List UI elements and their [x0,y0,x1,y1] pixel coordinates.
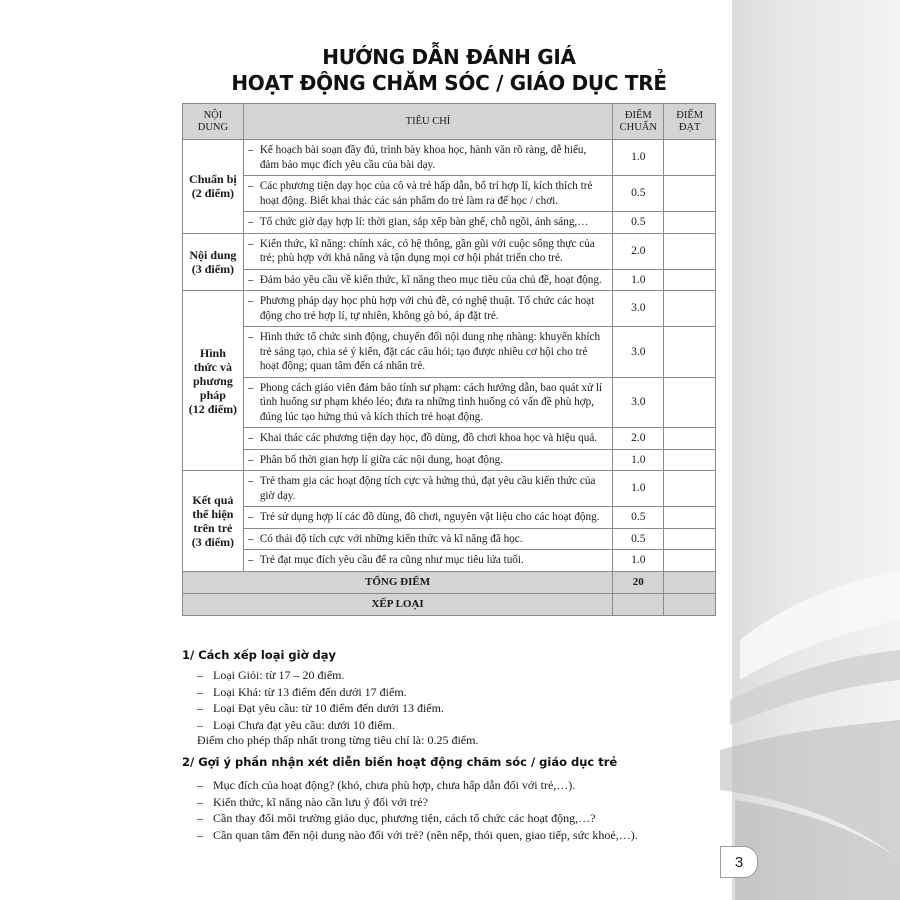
header-achieved-score: ĐIỂM ĐẠT [664,104,716,140]
table-body [183,140,716,572]
list-item: – Kiến thức, kĩ năng nào cần lưu ý đối với trẻ? [197,794,638,811]
list-item: – Loại Khá: từ 13 điểm đến dưới 17 điểm. [197,684,444,701]
table-row [183,212,716,234]
table-row [183,449,716,471]
page-title [182,44,716,96]
achieved-score-cell [664,176,716,212]
total-achieved-cell [664,571,716,593]
criterion-cell: – Trẻ sử dụng hợp lí các đồ dùng, đồ chơi, nguyên vật liệu cho các hoạt động. [243,507,612,529]
section-name-cell [183,233,244,291]
table-header-row [183,104,716,140]
achieved-score-cell [664,212,716,234]
achieved-score-cell [664,233,716,269]
achieved-score-cell [664,377,716,428]
standard-score-cell: 0.5 [613,528,664,550]
section-1-list [197,667,444,733]
criterion-cell: – Khai thác các phương tiện dạy học, đồ dùng, đồ chơi khoa học và hiệu quả. [243,428,612,450]
table-row [183,176,716,212]
table-row [183,428,716,450]
section-2-heading: 2/ Gợi ý phần nhận xét diễn biến hoạt động chăm sóc / giáo dục trẻ [182,755,618,769]
section-name-cell [183,471,244,572]
standard-score-cell: 1.0 [613,550,664,572]
standard-score-cell: 1.0 [613,471,664,507]
section-name-line: (2 điểm) [191,186,235,201]
standard-score-cell: 1.0 [613,269,664,291]
achieved-score-cell [664,528,716,550]
criterion-cell: – Kiến thức, kĩ năng: chính xác, có hệ thống, gần gũi với cuộc sống thực của trẻ; phù hợp với khả năng và tận dụng mọi cơ hội phát triển cho trẻ. [243,233,612,269]
criterion-cell: – Phân bố thời gian hợp lí giữa các nội dung, hoạt động. [243,449,612,471]
criterion-cell: – Đảm bảo yêu cầu về kiến thức, kĩ năng theo mục tiêu của chủ đề, hoạt động. [243,269,612,291]
criterion-cell: – Phương pháp dạy học phù hợp với chủ đề, có nghệ thuật. Tổ chức các hoạt động cho trẻ hợp lí, tự nhiên, không gò bó, áp đặt trẻ. [243,291,612,327]
standard-score-cell: 3.0 [613,291,664,327]
table-row [183,471,716,507]
title-line-2: HOẠT ĐỘNG CHĂM SÓC / GIÁO DỤC TRẺ [231,71,667,95]
section-name-line: trên trẻ [193,520,233,535]
standard-score-cell: 3.0 [613,327,664,378]
achieved-score-cell [664,140,716,176]
achieved-score-cell [664,449,716,471]
page-number: 3 [720,846,758,878]
section-name-line: pháp [199,387,226,402]
table-row [183,327,716,378]
list-item: – Mục đích của hoạt động? (khó, chưa phù hợp, chưa hấp dẫn đối với trẻ,…). [197,777,638,794]
criterion-cell: – Phong cách giáo viên đảm bảo tính sư phạm: cách hướng dẫn, bao quát xử lí tình huống sư phạm khéo léo; đưa ra những tình huống có vấn đề phù hợp, đúng lúc tạo hứng thú và kích thích trẻ hoạt động. [243,377,612,428]
list-item: – Loại Giỏi: từ 17 – 20 điểm. [197,667,444,684]
standard-score-cell: 2.0 [613,428,664,450]
list-item: – Cần thay đổi môi trường giáo dục, phương tiện, cách tổ chức các hoạt động,…? [197,810,638,827]
total-row [183,571,716,593]
criterion-cell: – Có thái độ tích cực với những kiến thức và kĩ năng đã học. [243,528,612,550]
table-row [183,528,716,550]
criterion-cell: – Kế hoạch bài soạn đầy đủ, trình bày khoa học, hành văn rõ ràng, dễ hiểu, đảm bảo mục đích yêu cầu của bài dạy. [243,140,612,176]
list-item: – Loại Chưa đạt yêu cầu: dưới 10 điểm. [197,717,444,734]
section-name-line: thể hiện [192,506,234,521]
standard-score-cell: 0.5 [613,507,664,529]
rank-label: XẾP LOẠI [183,593,613,615]
criterion-cell: – Tổ chức giờ dạy hợp lí: thời gian, sắp xếp bàn ghế, chỗ ngồi, ánh sáng,… [243,212,612,234]
table-row [183,507,716,529]
header-standard-score: ĐIỂM CHUẨN [613,104,664,140]
table-row [183,377,716,428]
standard-score-cell: 3.0 [613,377,664,428]
section-name-line: Hình [199,345,226,360]
total-value: 20 [613,571,664,593]
section-name-cell [183,291,244,471]
total-label: TỔNG ĐIỂM [183,571,613,593]
achieved-score-cell [664,291,716,327]
table-row [183,269,716,291]
achieved-score-cell [664,327,716,378]
evaluation-table [182,103,716,616]
table-row [183,233,716,269]
section-name-line: (3 điểm) [191,261,235,276]
achieved-score-cell [664,507,716,529]
header-criteria: TIÊU CHÍ [243,104,612,140]
standard-score-cell: 0.5 [613,212,664,234]
section-name-cell [183,140,244,234]
rank-standard-cell [613,593,664,615]
achieved-score-cell [664,428,716,450]
section-1-heading: 1/ Cách xếp loại giờ dạy [182,648,336,662]
header-section: NỘI DUNG [183,104,244,140]
section-name-line: Chuẩn bị [189,172,237,187]
section-2-list [197,777,638,843]
rank-achieved-cell [664,593,716,615]
achieved-score-cell [664,471,716,507]
list-item: – Cần quan tâm đến nội dung nào đối với trẻ? (nền nếp, thói quen, giao tiếp, sức khoẻ,…). [197,827,638,844]
section-name-line: (12 điểm) [188,401,238,416]
section-name-line: Nội dung [189,247,237,262]
criterion-cell: – Trẻ tham gia các hoạt động tích cực và hứng thú, đạt yêu cầu kiến thức của giờ dạy. [243,471,612,507]
criterion-cell: – Trẻ đạt mục đích yêu cầu để ra cũng như mục tiêu lứa tuổi. [243,550,612,572]
criterion-cell: – Hình thức tổ chức sinh động, chuyển đổi nội dung nhẹ nhàng: khuyến khích trẻ sáng tạo, chia sẻ ý kiến, đặt các câu hỏi; tạo được nhiều cơ hội cho trẻ hoạt động; quan tâm đến cá nhân trẻ. [243,327,612,378]
achieved-score-cell [664,269,716,291]
section-name-line: Kết quả [192,492,234,507]
achieved-score-cell [664,550,716,572]
section-1-note: Điểm cho phép thấp nhất trong từng tiêu chí là: 0.25 điểm. [197,733,479,747]
list-item: – Loại Đạt yêu cầu: từ 10 điểm đến dưới 13 điểm. [197,700,444,717]
rank-row [183,593,716,615]
section-name-line: (3 điểm) [191,534,235,549]
standard-score-cell: 0.5 [613,176,664,212]
standard-score-cell: 2.0 [613,233,664,269]
table-row [183,550,716,572]
title-line-1: HƯỚNG DẪN ĐÁNH GIÁ [322,45,576,69]
standard-score-cell: 1.0 [613,140,664,176]
criterion-cell: – Các phương tiện dạy học của cô và trẻ hấp dẫn, bố trí hợp lí, kích thích trẻ hoạt động. Biết khai thác các sản phẩm do trẻ làm ra để học / chơi. [243,176,612,212]
table-row [183,140,716,176]
section-name-line: thức và [193,359,232,374]
standard-score-cell: 1.0 [613,449,664,471]
table-row [183,291,716,327]
section-name-line: phương [192,373,233,388]
